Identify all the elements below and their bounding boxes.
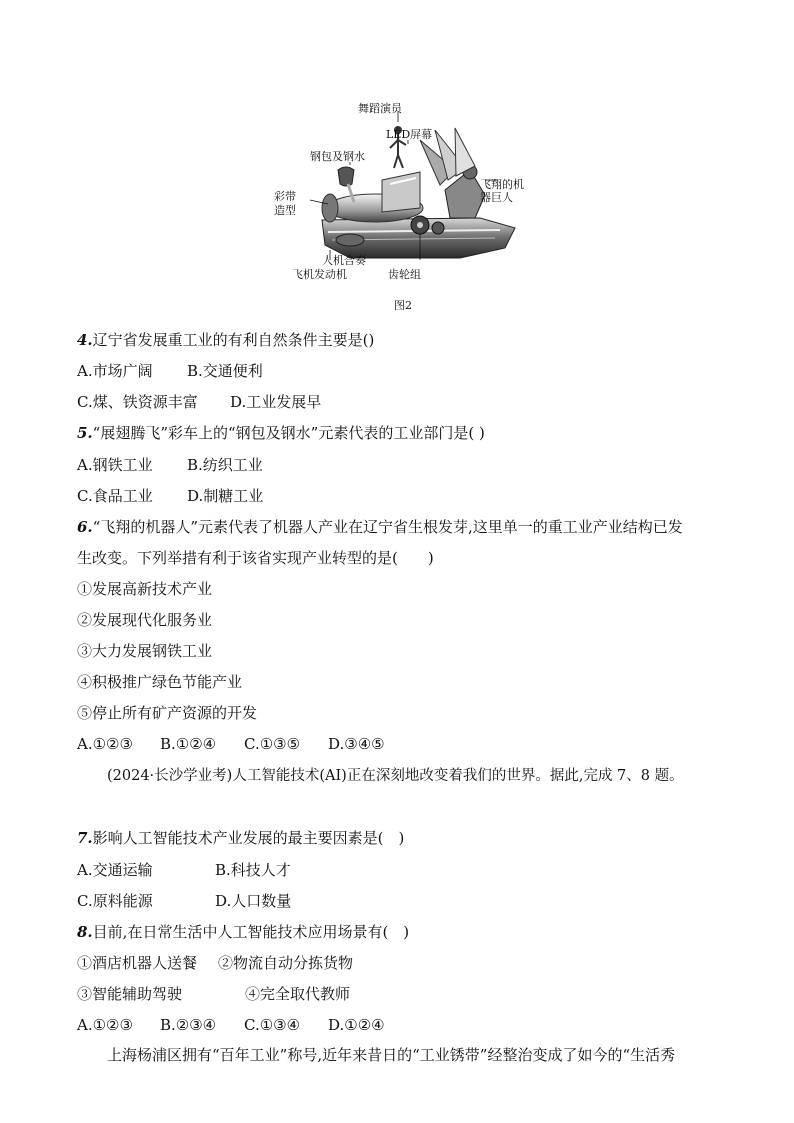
question-5 bbox=[77, 423, 485, 443]
label-dancer: 舞蹈演员 bbox=[358, 102, 402, 115]
label-led-screen: LED屏幕 bbox=[386, 128, 433, 141]
question-text: “展翅腾飞”彩车上的“钢包及钢水”元素代表的工业部门是( ) bbox=[92, 424, 485, 442]
label-gear: 齿轮组 bbox=[388, 268, 421, 281]
statement-3: ③大力发展钢铁工业 bbox=[77, 642, 213, 660]
statement-2: ②发展现代化服务业 bbox=[77, 611, 213, 629]
question-text-line1: “飞翔的机器人”元素代表了机器人产业在辽宁省生根发芽,这里单一的重工业产业结构已发 bbox=[92, 518, 683, 536]
options-row bbox=[77, 486, 263, 506]
question-number: 8. bbox=[77, 923, 93, 941]
question-text: 影响人工智能技术产业发展的最主要因素是( ) bbox=[92, 829, 405, 847]
option-a[interactable]: A.交通运输 bbox=[77, 861, 153, 879]
option-d[interactable]: D.工业发展早 bbox=[230, 393, 322, 411]
statement-1: ①发展高新技术产业 bbox=[77, 580, 213, 598]
statements-row bbox=[77, 953, 353, 973]
option-b[interactable]: B.纺织工业 bbox=[187, 456, 263, 474]
label-engine: 飞机发动机 bbox=[292, 268, 347, 281]
option-a[interactable]: A.①②③ bbox=[77, 1016, 133, 1034]
option-c[interactable]: C.①③⑤ bbox=[244, 735, 301, 753]
question-4 bbox=[77, 330, 374, 350]
statement-3: ③智能辅助驾驶 bbox=[77, 985, 183, 1003]
question-8-real bbox=[77, 922, 409, 942]
options-row bbox=[77, 455, 263, 475]
option-d[interactable]: D.人口数量 bbox=[215, 892, 292, 910]
option-d[interactable]: D.①②④ bbox=[328, 1016, 385, 1034]
option-b[interactable]: B.科技人才 bbox=[215, 861, 291, 879]
options-row bbox=[77, 1015, 385, 1035]
option-c[interactable]: C.①③④ bbox=[244, 1016, 301, 1034]
question-6 bbox=[77, 517, 683, 537]
statement-1: ①酒店机器人送餐 bbox=[77, 954, 198, 972]
option-c[interactable]: C.煤、铁资源丰富 bbox=[77, 393, 198, 411]
option-b[interactable]: B.①②④ bbox=[160, 735, 217, 753]
label-robot-line2: 器巨人 bbox=[480, 191, 513, 204]
question-text: 目前,在日常生活中人工智能技术应用场景有( ) bbox=[92, 923, 410, 941]
option-d[interactable]: D.③④⑤ bbox=[328, 735, 385, 753]
option-a[interactable]: A.市场广阔 bbox=[77, 362, 153, 380]
label-ladle: 钢包及钢水 bbox=[310, 150, 365, 163]
statement-2: ②物流自动分拣货物 bbox=[218, 954, 354, 972]
statements-row bbox=[77, 984, 350, 1004]
question-number: 5. bbox=[77, 424, 93, 442]
options-row bbox=[77, 734, 385, 754]
label-robot-line1: 飞翔的机 bbox=[480, 178, 524, 191]
option-a[interactable]: A.①②③ bbox=[77, 735, 133, 753]
option-a[interactable]: A.钢铁工业 bbox=[77, 456, 153, 474]
figure-caption: 图2 bbox=[394, 299, 412, 312]
question-number: 4. bbox=[77, 331, 93, 349]
passage-next: 上海杨浦区拥有“百年工业”称号,近年来昔日的“工业锈带”经整治变成了如今的“生活秀 bbox=[107, 1046, 676, 1064]
passage-7-8: (2024·长沙学业考)人工智能技术(AI)正在深刻地改变着我们的世界。据此,完成 7、8 题。 bbox=[107, 768, 684, 784]
statement-5: ⑤停止所有矿产资源的开发 bbox=[77, 704, 258, 722]
option-b[interactable]: B.交通便利 bbox=[187, 362, 263, 380]
options-row bbox=[77, 392, 321, 412]
parade-float-figure bbox=[270, 100, 540, 285]
statement-4: ④完全取代教师 bbox=[245, 985, 351, 1003]
question-number: 6. bbox=[77, 518, 93, 536]
option-b[interactable]: B.②③④ bbox=[160, 1016, 217, 1034]
statement-4: ④积极推广绿色节能产业 bbox=[77, 673, 243, 691]
label-ribbon-line1: 彩带 bbox=[274, 190, 296, 203]
options-row bbox=[77, 860, 291, 880]
options-row bbox=[77, 891, 291, 911]
options-row bbox=[77, 361, 263, 381]
question-number: 7. bbox=[77, 829, 93, 847]
option-c[interactable]: C.食品工业 bbox=[77, 487, 153, 505]
label-ribbon-line2: 造型 bbox=[274, 204, 296, 217]
option-c[interactable]: C.原料能源 bbox=[77, 892, 153, 910]
question-7 bbox=[77, 828, 404, 848]
option-d[interactable]: D.制糖工业 bbox=[187, 487, 264, 505]
question-6-line2: 生改变。下列举措有利于该省实现产业转型的是( ) bbox=[77, 549, 434, 567]
label-combo: 人机合奏 bbox=[322, 254, 366, 267]
question-text: 辽宁省发展重工业的有利自然条件主要是() bbox=[92, 331, 375, 349]
